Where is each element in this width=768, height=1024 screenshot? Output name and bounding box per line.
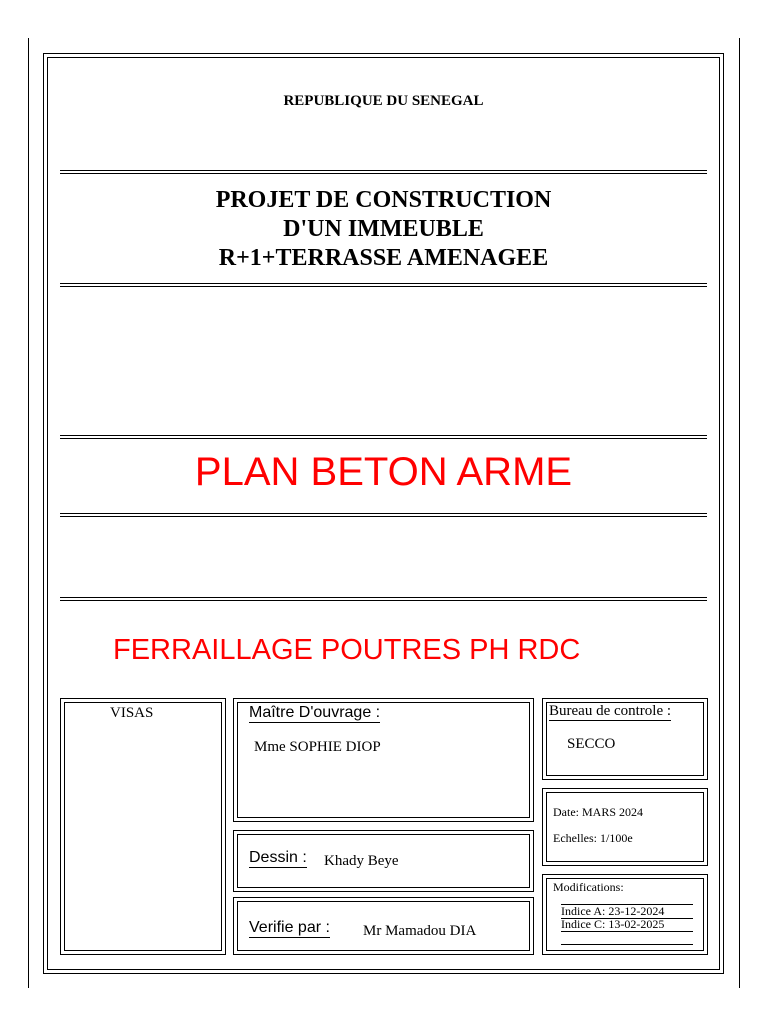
indice-a: Indice A: 23-12-2024	[561, 904, 693, 919]
dessin-box	[233, 830, 534, 892]
maitre-ouvrage-value: Mme SOPHIE DIOP	[254, 739, 381, 755]
visas-label: VISAS	[110, 705, 154, 721]
dessin-label: Dessin :	[249, 849, 307, 866]
bureau-controle-value: SECCO	[567, 736, 616, 752]
project-line-3: R+1+TERRASSE AMENAGEE	[218, 245, 549, 271]
project-title	[47, 186, 720, 273]
modifications-box	[542, 874, 708, 955]
separator-4	[60, 513, 707, 517]
sheet-title: FERRAILLAGE POUTRES PH RDC	[113, 634, 581, 666]
modification-blank-line	[561, 944, 693, 945]
bureau-controle-box	[542, 698, 708, 780]
right-margin-line	[739, 38, 740, 988]
left-margin-line	[28, 38, 29, 988]
separator-1	[60, 170, 707, 174]
separator-2	[60, 283, 707, 287]
indice-c: Indice C: 13-02-2025	[561, 918, 693, 932]
visas-box	[60, 698, 226, 955]
date-text: Date: MARS 2024	[553, 805, 643, 819]
separator-5	[60, 597, 707, 601]
separator-3	[60, 435, 707, 439]
dessin-value: Khady Beye	[324, 853, 399, 869]
verifie-label: Verifie par :	[249, 919, 330, 936]
project-line-1: PROJET DE CONSTRUCTION	[215, 187, 552, 213]
verifie-box	[233, 897, 534, 955]
country-heading: REPUBLIQUE DU SENEGAL	[283, 93, 484, 109]
verifie-value: Mr Mamadou DIA	[363, 923, 477, 939]
plan-title: PLAN BETON ARME	[194, 450, 573, 494]
scale-text: Echelles: 1/100e	[553, 831, 633, 845]
modifications-label: Modifications:	[553, 880, 624, 894]
project-line-2: D'UN IMMEUBLE	[283, 216, 484, 242]
maitre-ouvrage-label: Maître D'ouvrage :	[249, 704, 381, 721]
bureau-controle-label: Bureau de controle :	[549, 703, 672, 719]
maitre-ouvrage-box	[233, 698, 534, 822]
date-scale-box	[542, 788, 708, 866]
